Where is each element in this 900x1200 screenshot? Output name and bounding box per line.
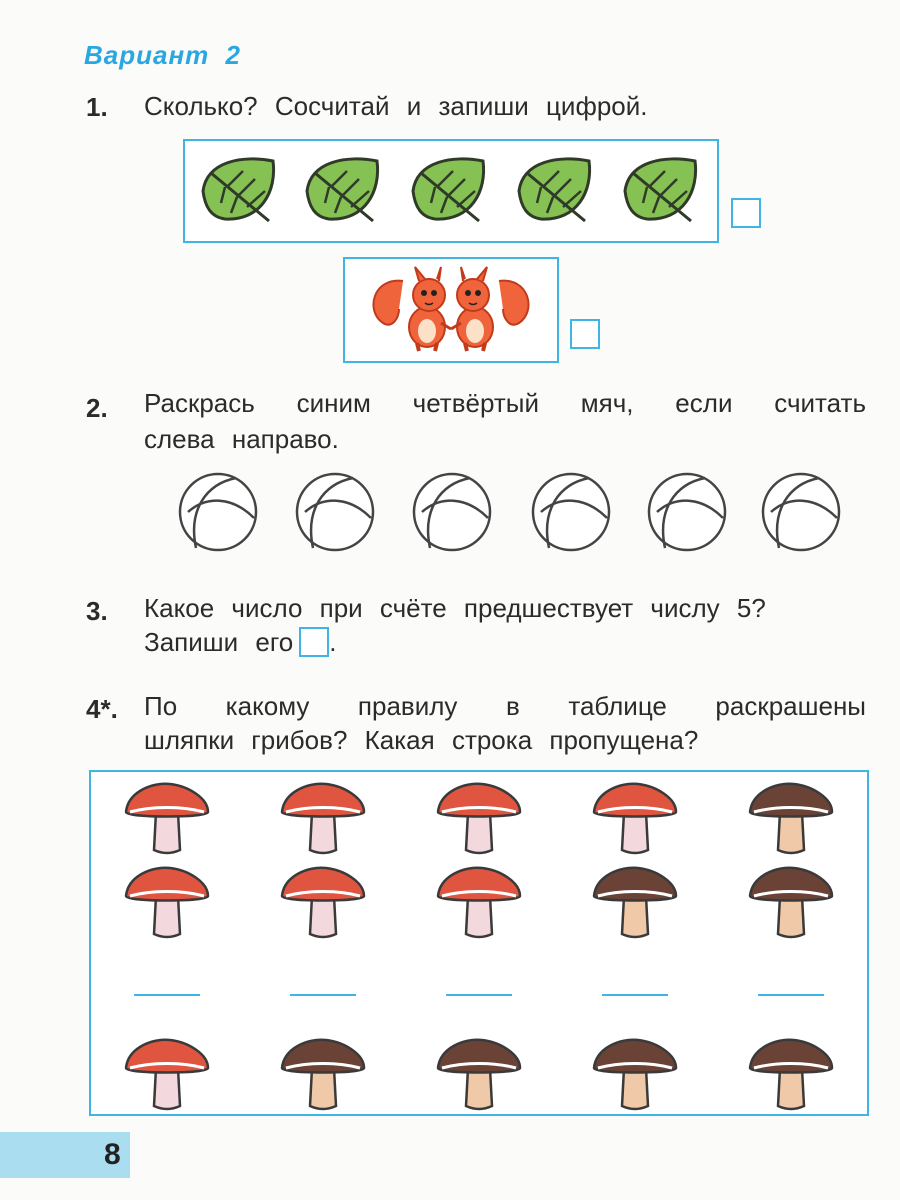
- squirrel-icon: [359, 261, 543, 359]
- task1-number: 1.: [86, 92, 108, 122]
- leaf-icon: [407, 151, 491, 231]
- mushroom-icon: [278, 862, 368, 942]
- leaf-icon: [301, 151, 385, 231]
- task2-line2: слева направо.: [144, 424, 339, 454]
- mushroom-icon: [746, 1034, 836, 1114]
- mushroom-icon: [434, 778, 524, 858]
- mushroom-icon: [122, 1034, 212, 1114]
- task4-line2: шляпки грибов? Какая строка пропущена?: [144, 725, 699, 755]
- leaf-icon: [197, 151, 281, 231]
- mushroom-icon: [122, 778, 212, 858]
- mushroom-icon: [746, 778, 836, 858]
- mushroom-icon: [278, 1034, 368, 1114]
- leaf-icon: [513, 151, 597, 231]
- task3-number: 3.: [86, 596, 108, 626]
- missing-row-blank[interactable]: [290, 994, 356, 996]
- task4-number: 4*.: [86, 694, 118, 724]
- mushroom-icon: [122, 862, 212, 942]
- task2-line1: Раскрась синим четвёртый мяч, если считать: [144, 388, 866, 418]
- missing-row-blank[interactable]: [602, 994, 668, 996]
- task3-line2: [144, 624, 336, 660]
- mushroom-icon: [278, 778, 368, 858]
- task3-answer-box[interactable]: [299, 627, 329, 657]
- task4-line1: По какому правилу в таблице раскрашены: [144, 691, 866, 721]
- squirrels-frame: [343, 257, 559, 363]
- squirrels-answer-box[interactable]: [570, 319, 600, 349]
- task3-line1: Какое число при счёте предшествует числу 5?: [144, 593, 766, 623]
- leaves-answer-box[interactable]: [731, 198, 761, 228]
- variant-title: Вариант 2: [84, 40, 241, 70]
- leaf-icon: [619, 151, 703, 231]
- ball-icon[interactable]: [410, 470, 494, 554]
- task3-line2-text: Запиши его: [144, 627, 294, 657]
- missing-row-blank[interactable]: [134, 994, 200, 996]
- ball-icon[interactable]: [759, 470, 843, 554]
- mushroom-icon: [590, 862, 680, 942]
- ball-icon[interactable]: [293, 470, 377, 554]
- task2-number: 2.: [86, 393, 108, 423]
- mushroom-icon: [746, 862, 836, 942]
- task3-line2-period: .: [329, 627, 337, 657]
- mushroom-icon: [590, 1034, 680, 1114]
- ball-icon[interactable]: [529, 470, 613, 554]
- task1-text: Сколько? Сосчитай и запиши цифрой.: [144, 91, 648, 121]
- ball-icon[interactable]: [645, 470, 729, 554]
- missing-row-blank[interactable]: [446, 994, 512, 996]
- ball-icon[interactable]: [176, 470, 260, 554]
- mushroom-icon: [434, 862, 524, 942]
- mushroom-icon: [434, 1034, 524, 1114]
- page-number: 8: [104, 1138, 121, 1171]
- mushroom-icon: [590, 778, 680, 858]
- leaves-frame: [183, 139, 719, 243]
- missing-row-blank[interactable]: [758, 994, 824, 996]
